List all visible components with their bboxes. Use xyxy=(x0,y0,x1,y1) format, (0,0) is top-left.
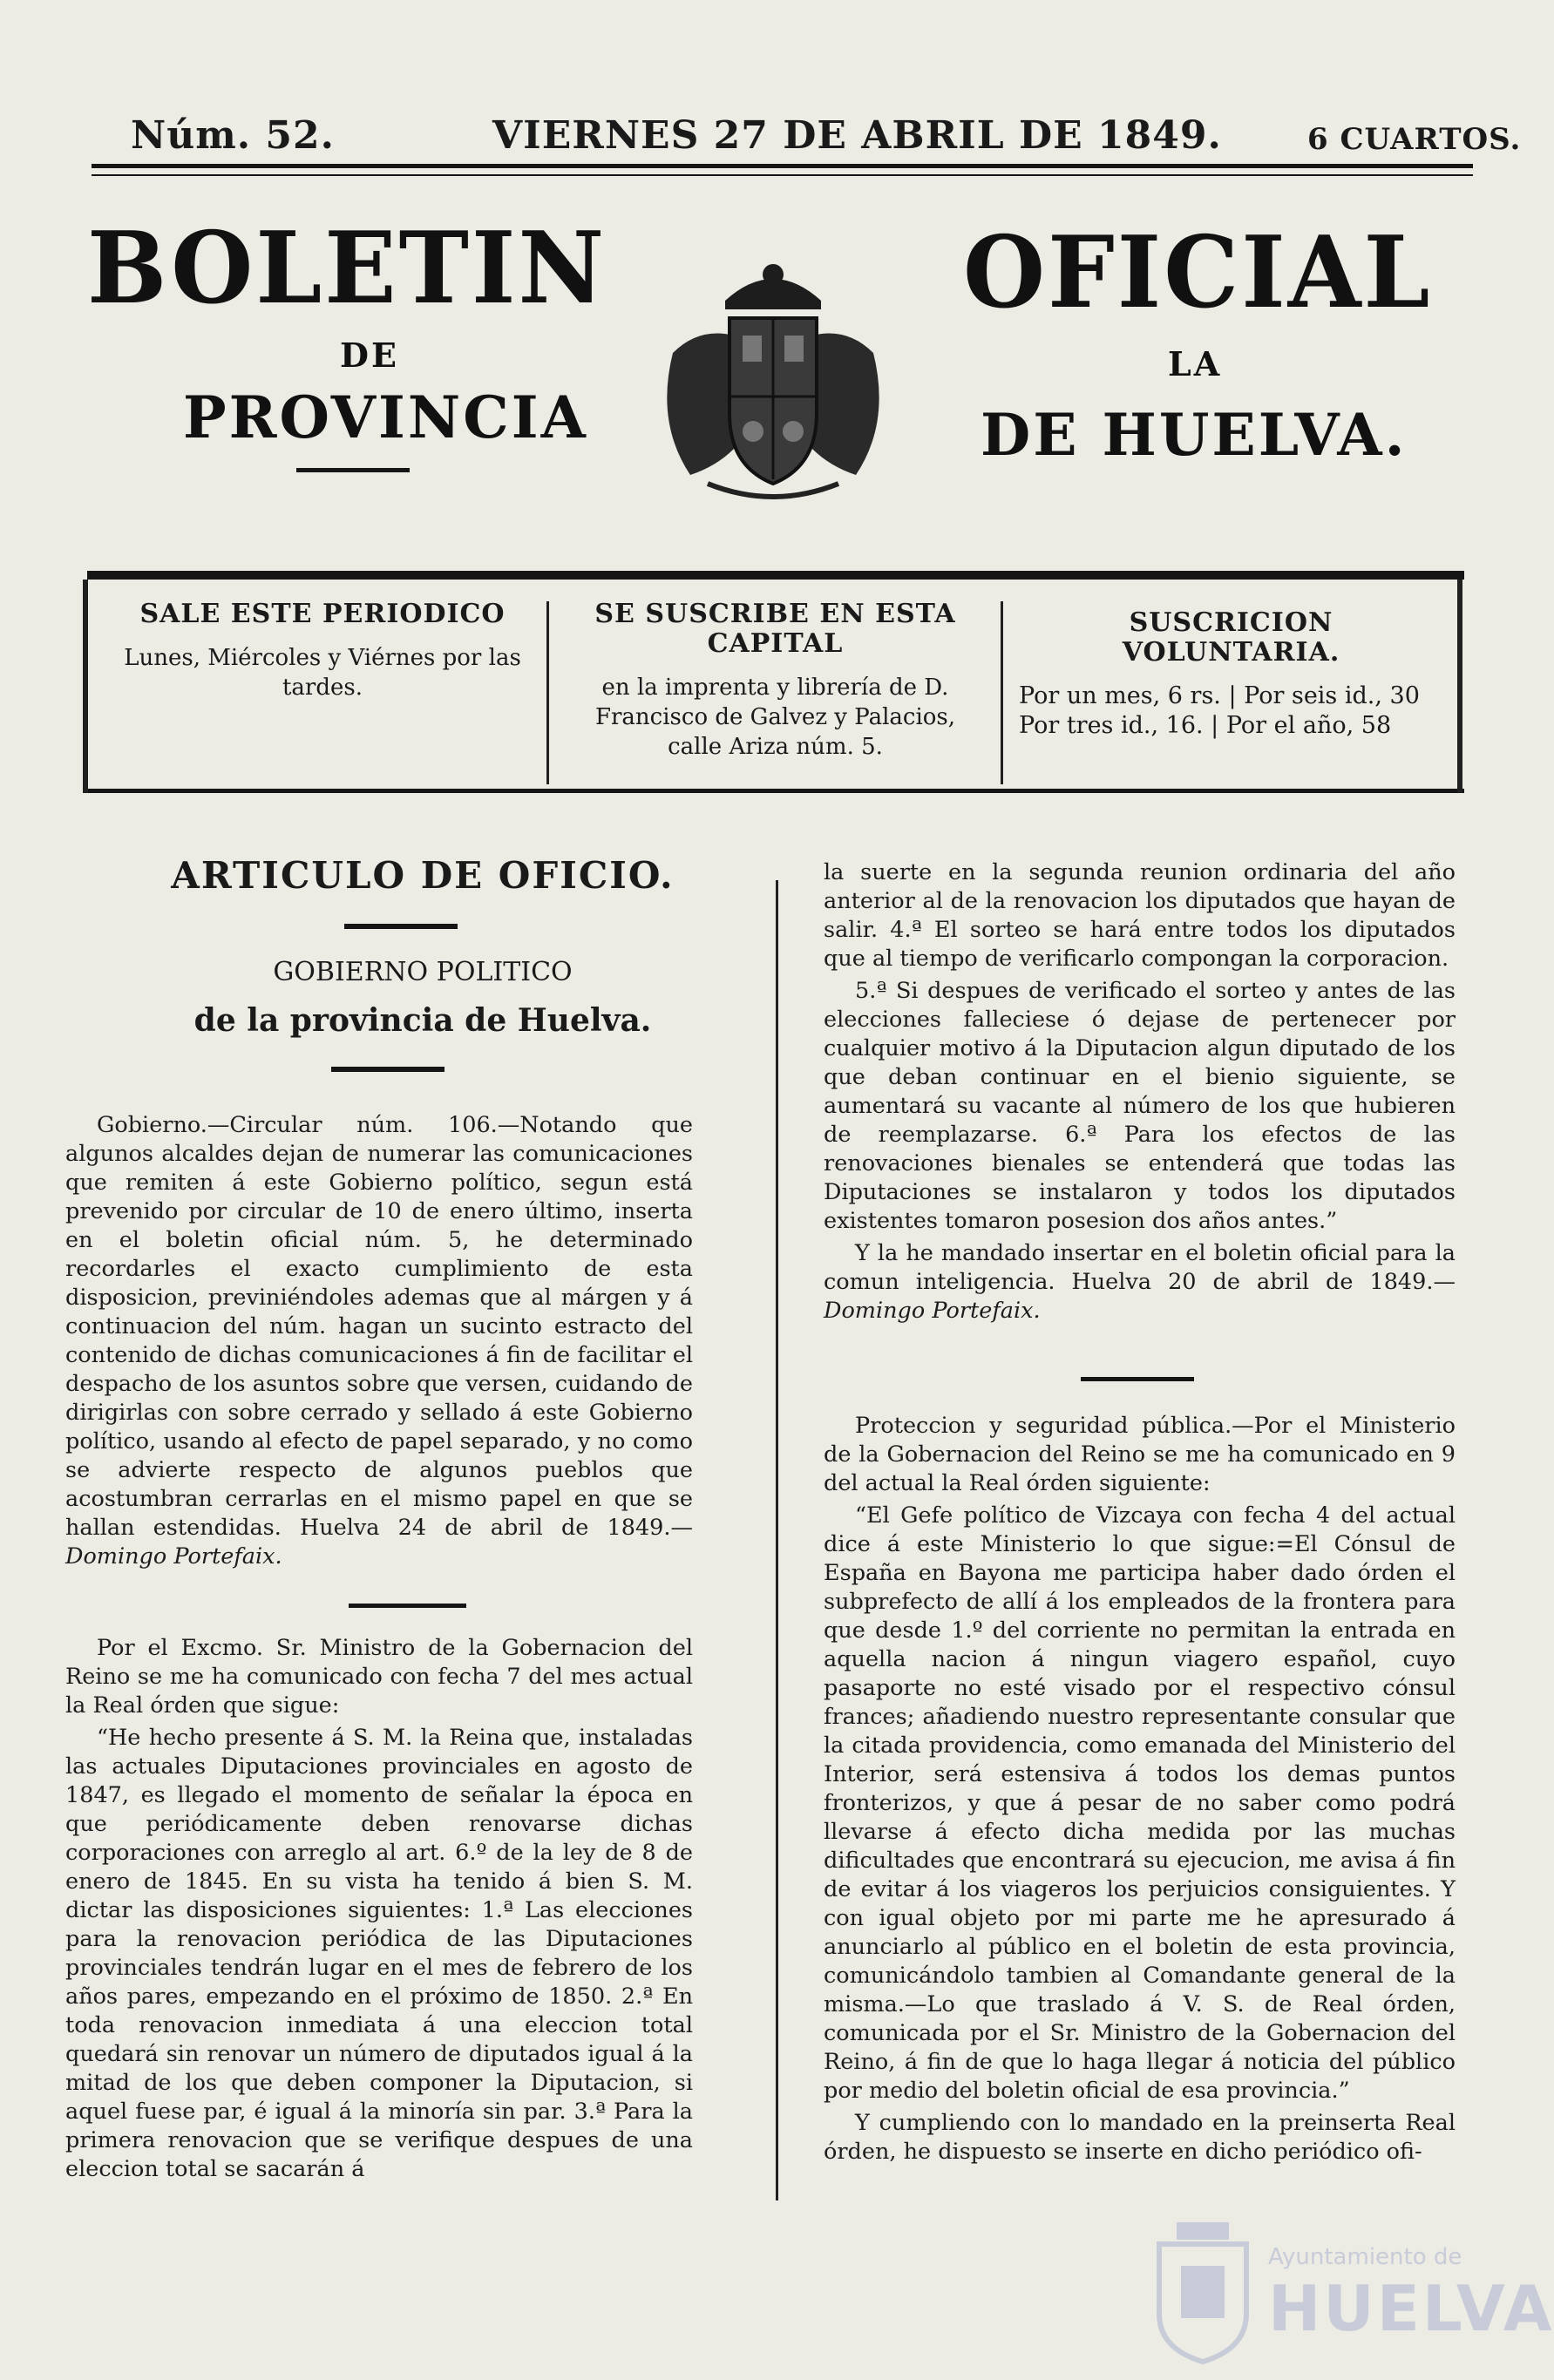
infobox-divider-1 xyxy=(546,601,549,784)
masthead-provincia: PROVINCIA xyxy=(183,383,588,451)
security-intro: Proteccion y seguridad pública.—Por el Ministerio de la Gobernacion del Reino se me ha comunicado en 9 del actual la Real órden siguiente: xyxy=(824,1413,1456,1496)
infobox-left-border xyxy=(83,580,88,793)
left-column-block-2 xyxy=(65,1634,693,2187)
header-rule xyxy=(92,164,1473,168)
column-divider xyxy=(776,880,778,2200)
subhead-provincia: de la provincia de Huelva. xyxy=(193,1002,652,1039)
infobox-divider-2 xyxy=(1001,601,1003,784)
subhead-gobierno: GOBIERNO POLITICO xyxy=(273,957,573,987)
circular-signature: Domingo Portefaix. xyxy=(65,1543,282,1570)
issue-number: Núm. 52. xyxy=(131,113,335,158)
infobox-bottom-rule xyxy=(87,789,1464,793)
infobox-subscription-place-text: en la imprenta y librería de D. Francisco de Galvez y Palacios, calle Ariza núm. 5. xyxy=(594,675,956,760)
left-column-block-1 xyxy=(65,1111,693,1575)
infobox-publication-text: Lunes, Miércoles y Viérnes por las tardes. xyxy=(124,645,521,701)
masthead-la: LA xyxy=(1168,344,1223,383)
infobox-publication xyxy=(105,586,540,786)
masthead-boletin: BOLETIN xyxy=(87,210,607,327)
infobox-price-line-1: Por un mes, 6 rs. | Por seis id., 30 xyxy=(1019,682,1420,709)
decree-intro: Por el Excmo. Sr. Ministro de la Gobernacion del Reino se me ha comunicado con fecha 7 del mes actual la Real órden que sigue: xyxy=(65,1635,693,1719)
decree-continuation: la suerte en la segunda reunion ordinaria del año anterior al de la renovacion los diputados que hayan de salir. 4.ª El sorteo se hará entre todos los diputados que al tiempo de verificarlo compongan la corporacion. xyxy=(824,859,1456,972)
security-closing: Y cumpliendo con lo mandado en la preinserta Real órden, he dispuesto se inserte en dicho periódico ofi- xyxy=(824,2110,1456,2165)
infobox-subscription-place-title: SE SUSCRIBE EN ESTA CAPITAL xyxy=(594,599,956,659)
infobox-subscription-prices-title: SUSCRICION VOLUNTARIA. xyxy=(1122,607,1340,668)
right-column-block-2 xyxy=(824,1412,1456,2170)
archive-watermark xyxy=(1150,2209,1554,2375)
infobox-subscription-place xyxy=(555,586,995,786)
decree-closing-signature: Domingo Portefaix. xyxy=(824,1298,1041,1324)
circular-paragraph xyxy=(65,1111,693,1571)
subhead-dash xyxy=(331,1067,444,1072)
coat-of-arms-icon xyxy=(655,248,891,501)
masthead-oficial: OFICIAL xyxy=(963,214,1433,331)
decree-articles-5-6: 5.ª Si despues de verificado el sorteo y antes de las elecciones falleciese ó dejase de pertenecer por cualquier motivo á la Diputacion algun diputado de los que deban continuar en el bienio siguiente, se aumentará su vacante al número de los que hubieren de reemplazarse. 6.ª Para los efectos de las renovaciones bienales se entenderá que todas las Diputaciones se instalaron y todos los diputados existentes tomaron posesion dos años antes.” xyxy=(824,978,1456,1234)
masthead-left-dash xyxy=(296,468,410,472)
masthead-de-huelva: DE HUELVA. xyxy=(981,401,1408,469)
decree-closing-text: Y la he mandado insertar en el boletin oficial para la comun inteligencia. Huelva 20 de abril de 1849.— xyxy=(824,1240,1456,1295)
right-column-block-1 xyxy=(824,858,1456,1329)
security-order: “El Gefe político de Vizcaya con fecha 4 del actual dice á este Ministerio lo que sigue:=El Cónsul de España en Bayona me participa haber dado órden el subprefecto de allí á los empleados de la frontera para que desde 1.º del corriente no permitan la entrada en aquella nacion á ningun viagero español, cuyo pasaporte no esté visado por el respectivo cónsul frances; añadiendo nuestro representante consular que la citada providencia, como emanada del Ministerio del Interior, será estensiva á todos los demas puntos fronterizos, y que á pesar de no saber como podrá llevarse á efecto dicha medida por las muchas dificultades que encontrará su ejecucion, me avisa á fin de evitar á los viageros los perjuicios consiguientes. Y con igual objeto por mi parte me he apresurado á anunciarlo al público en el boletin de esta provincia, comunicándolo tambien al Comandante general de la misma.—Lo que traslado á V. S. de Real órden, comunicada por el Sr. Ministro de la Gobernacion del Reino, á fin de que lo haga llegar á noticia del público por medio del boletin oficial de esa provincia.” xyxy=(824,1502,1456,2104)
issue-date: VIERNES 27 DE ABRIL DE 1849. xyxy=(492,113,1222,158)
watermark-line-1: Ayuntamiento de xyxy=(1268,2244,1462,2270)
circular-text: Gobierno.—Circular núm. 106.—Notando que algunos alcaldes dejan de numerar las comunicaciones que remiten á este Gobierno político, segun está prevenido por circular de 10 de enero último, inserta en el boletin oficial núm. 5, he determinado recordarles el exacto cumplimiento de esta disposicion, previniéndoles ademas que al márgen y á continuacion del núm. hagan un sucinto estracto del contenido de dichas comunicaciones á fin de facilitar el despacho de los asuntos sobre que versen, cuidando de dirigirlas con sobre cerrado y sellado á este Gobierno político, usando al efecto de papel separado, y no como se advierte respecto de algunos pueblos que acostumbran cerrarlas en el mismo papel en que se hallan estendidas. Huelva 24 de abril de 1849.— xyxy=(65,1112,693,1541)
section-title: ARTICULO DE OFICIO. xyxy=(171,854,675,897)
masthead-de: DE xyxy=(340,336,399,375)
header-rule-thin xyxy=(92,174,1473,176)
right-column-dash xyxy=(1081,1377,1194,1381)
left-column-dash xyxy=(349,1604,466,1608)
watermark-shield-icon xyxy=(1150,2218,1255,2366)
infobox-publication-title: SALE ESTE PERIODICO xyxy=(139,599,506,629)
infobox-subscription-prices xyxy=(1007,586,1456,786)
decree-closing xyxy=(824,1239,1456,1326)
infobox-right-border xyxy=(1457,580,1462,793)
section-dash xyxy=(344,924,458,929)
infobox-price-line-2: Por tres id., 16. | Por el año, 58 xyxy=(1019,712,1392,739)
infobox-top-rule xyxy=(87,571,1464,580)
watermark-line-2: HUELVA xyxy=(1268,2272,1554,2345)
issue-price: 6 CUARTOS. xyxy=(1307,122,1522,157)
decree-body: “He hecho presente á S. M. la Reina que, instaladas las actuales Diputaciones provinciales en agosto de 1847, es llegado el momento de señalar la época en que periódicamente deben renovarse dichas corporaciones con arreglo al art. 6.º de la ley de 8 de enero de 1845. En su vista ha tenido á bien S. M. dictar las disposiciones siguientes: 1.ª Las elecciones para la renovacion periódica de las Diputaciones provinciales tendrán lugar en el mes de febrero de los años pares, empezando en el próximo de 1850. 2.ª En toda renovacion inmediata á una eleccion total quedará sin renovar un número de diputados igual á la mitad de los que deben componer la Diputacion, si aquel fuese par, é igual á la minoría sin par. 3.ª Para la primera renovacion que se verifique despues de una eleccion total se sacarán á xyxy=(65,1725,693,2182)
